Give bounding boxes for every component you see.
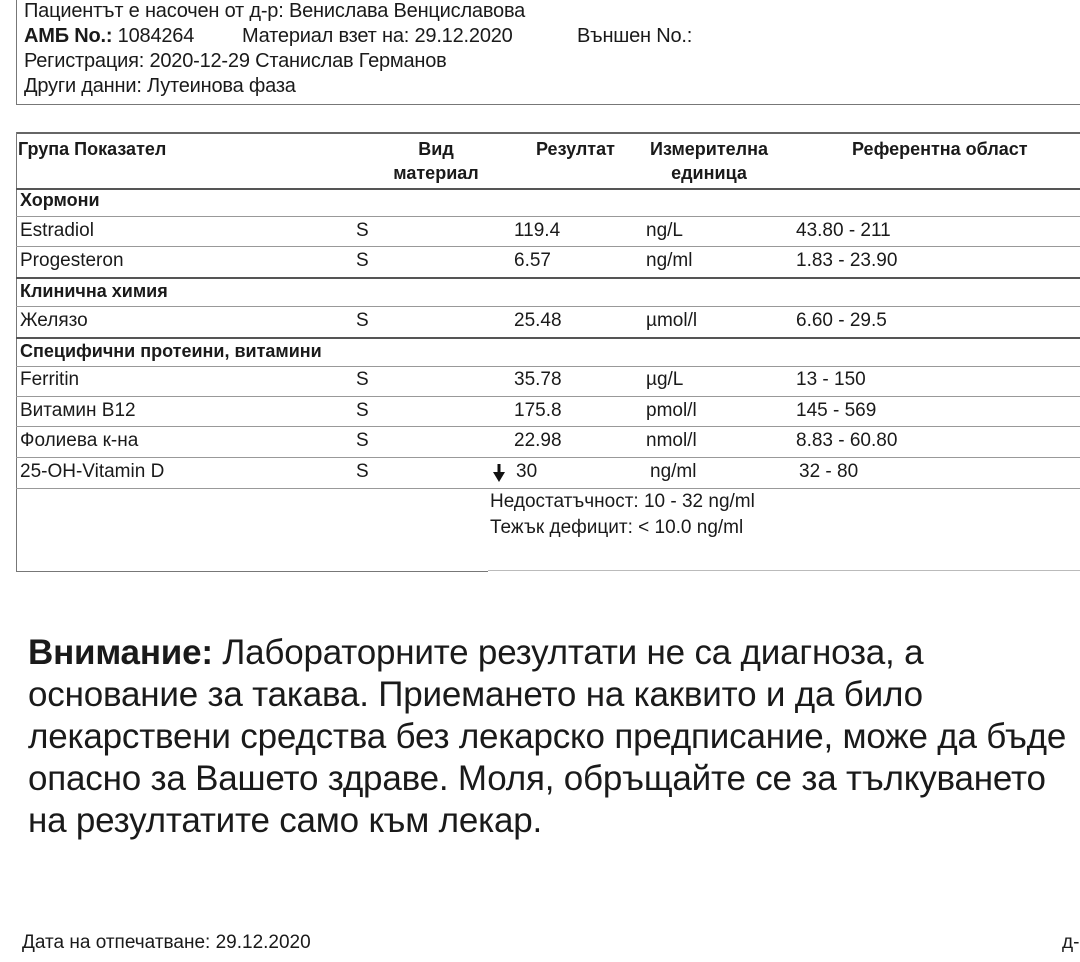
table-top-rule — [16, 132, 1080, 134]
registration-line — [24, 50, 447, 73]
row-unit: nmol/l — [646, 430, 697, 451]
referral-label: Пациентът е насочен от д-р: — [24, 0, 284, 22]
column-header-material — [376, 137, 496, 185]
row-rule — [16, 246, 1080, 247]
row-reference: 145 - 569 — [796, 400, 877, 421]
disclaimer-text: Лабораторните резултати не са диагноза, а основание за такава. Приемането на каквито и да било лекарствени средства без лекарско предписание, може да бъде опасно за Вашето здраве. Моля, обръщайте се за тълкуването на резултатите само към лекар. — [28, 633, 1067, 840]
column-header-material-line2: материал — [393, 163, 479, 183]
row-rule — [16, 426, 1080, 427]
section-title-proteins-vitamins: Специфични протеини, витамини — [20, 341, 322, 361]
row-unit: pmol/l — [646, 400, 697, 421]
row-rule — [16, 457, 1080, 458]
referral-doctor: Венислава Венциславова — [288, 0, 526, 22]
print-date — [22, 932, 311, 954]
disclaimer-label: Внимание: — [28, 633, 213, 672]
low-flag-arrow-down-icon — [492, 463, 506, 483]
material-date-label: Материал взет на: — [242, 25, 410, 47]
row-unit: ng/ml — [646, 250, 693, 271]
column-header-unit — [636, 137, 782, 185]
table-bottom-rule — [16, 571, 488, 572]
row-material: S — [356, 369, 369, 390]
print-date-label: Дата на отпечатване: — [22, 932, 211, 953]
row-result: 22.98 — [514, 430, 562, 451]
column-header-group: Група Показател — [18, 139, 167, 159]
column-header-material-line1: Вид — [418, 139, 454, 159]
section-title-hormones: Хормони — [20, 190, 100, 210]
row-reference: 8.83 - 60.80 — [796, 430, 898, 451]
row-result: 119.4 — [514, 220, 561, 241]
section-rule — [16, 277, 1080, 279]
row-reference: 32 - 80 — [799, 461, 859, 482]
row-material: S — [356, 310, 369, 331]
material-date-value: 29.12.2020 — [414, 25, 513, 47]
amb-label: АМБ No.: — [24, 25, 113, 47]
row-reference: 6.60 - 29.5 — [796, 310, 887, 331]
footer-right-text: д- — [1062, 932, 1080, 953]
row-reference: 1.83 - 23.90 — [796, 250, 898, 271]
row-unit: µg/L — [646, 369, 684, 390]
row-rule — [16, 488, 1080, 489]
row-name: Estradiol — [20, 220, 94, 241]
amb-line — [24, 25, 194, 48]
amb-value: 1084264 — [117, 25, 195, 47]
row-result: 6.57 — [514, 250, 551, 271]
row-name: 25-OH-Vitamin D — [20, 461, 165, 482]
row-material: S — [356, 220, 369, 241]
row-name: Фолиева к-на — [20, 430, 139, 451]
registration-label: Регистрация: — [24, 50, 145, 72]
registration-value: 2020-12-29 Станислав Германов — [149, 50, 447, 72]
other-data-label: Други данни: — [24, 75, 142, 97]
row-material: S — [356, 250, 369, 271]
row-result: 30 — [516, 461, 538, 482]
section-rule — [16, 188, 1080, 190]
section-title-clinical-chemistry: Клинична химия — [20, 281, 168, 301]
print-date-value: 29.12.2020 — [215, 932, 311, 953]
row-unit: ng/L — [646, 220, 683, 241]
row-reference: 43.80 - 211 — [796, 220, 891, 241]
disclaimer — [28, 632, 1080, 842]
section-rule — [16, 337, 1080, 339]
other-data-value: Лутеинова фаза — [147, 75, 296, 97]
row-name: Progesteron — [20, 250, 124, 271]
row-material: S — [356, 430, 369, 451]
column-header-result: Резултат — [536, 139, 615, 159]
row-material: S — [356, 461, 369, 482]
vitamin-d-note-deficiency: Тежък дефицит: < 10.0 ng/ml — [490, 517, 744, 538]
vitamin-d-note-insufficiency: Недостатъчност: 10 - 32 ng/ml — [490, 491, 755, 512]
row-reference: 13 - 150 — [796, 369, 866, 390]
row-unit: µmol/l — [646, 310, 698, 331]
row-result: 25.48 — [514, 310, 562, 331]
column-header-unit-line2: единица — [671, 163, 747, 183]
table-left-rule — [16, 132, 17, 572]
column-header-reference: Референтна област — [852, 139, 1028, 159]
row-name: Витамин В12 — [20, 400, 136, 421]
material-date-line — [242, 25, 513, 48]
row-rule — [16, 396, 1080, 397]
row-rule — [16, 216, 1080, 217]
table-bottom-rule-right — [488, 570, 1080, 571]
referral-line — [24, 0, 525, 23]
row-rule — [16, 306, 1080, 307]
external-no-label: Външен No.: — [577, 25, 693, 47]
row-result: 35.78 — [514, 369, 562, 390]
row-name: Ferritin — [20, 369, 80, 390]
row-name: Желязо — [20, 310, 88, 331]
column-header-unit-line1: Измерителна — [650, 139, 768, 159]
row-rule — [16, 366, 1080, 367]
row-material: S — [356, 400, 369, 421]
row-unit: ng/ml — [650, 461, 697, 482]
row-result: 175.8 — [514, 400, 562, 421]
other-data-line — [24, 75, 296, 98]
